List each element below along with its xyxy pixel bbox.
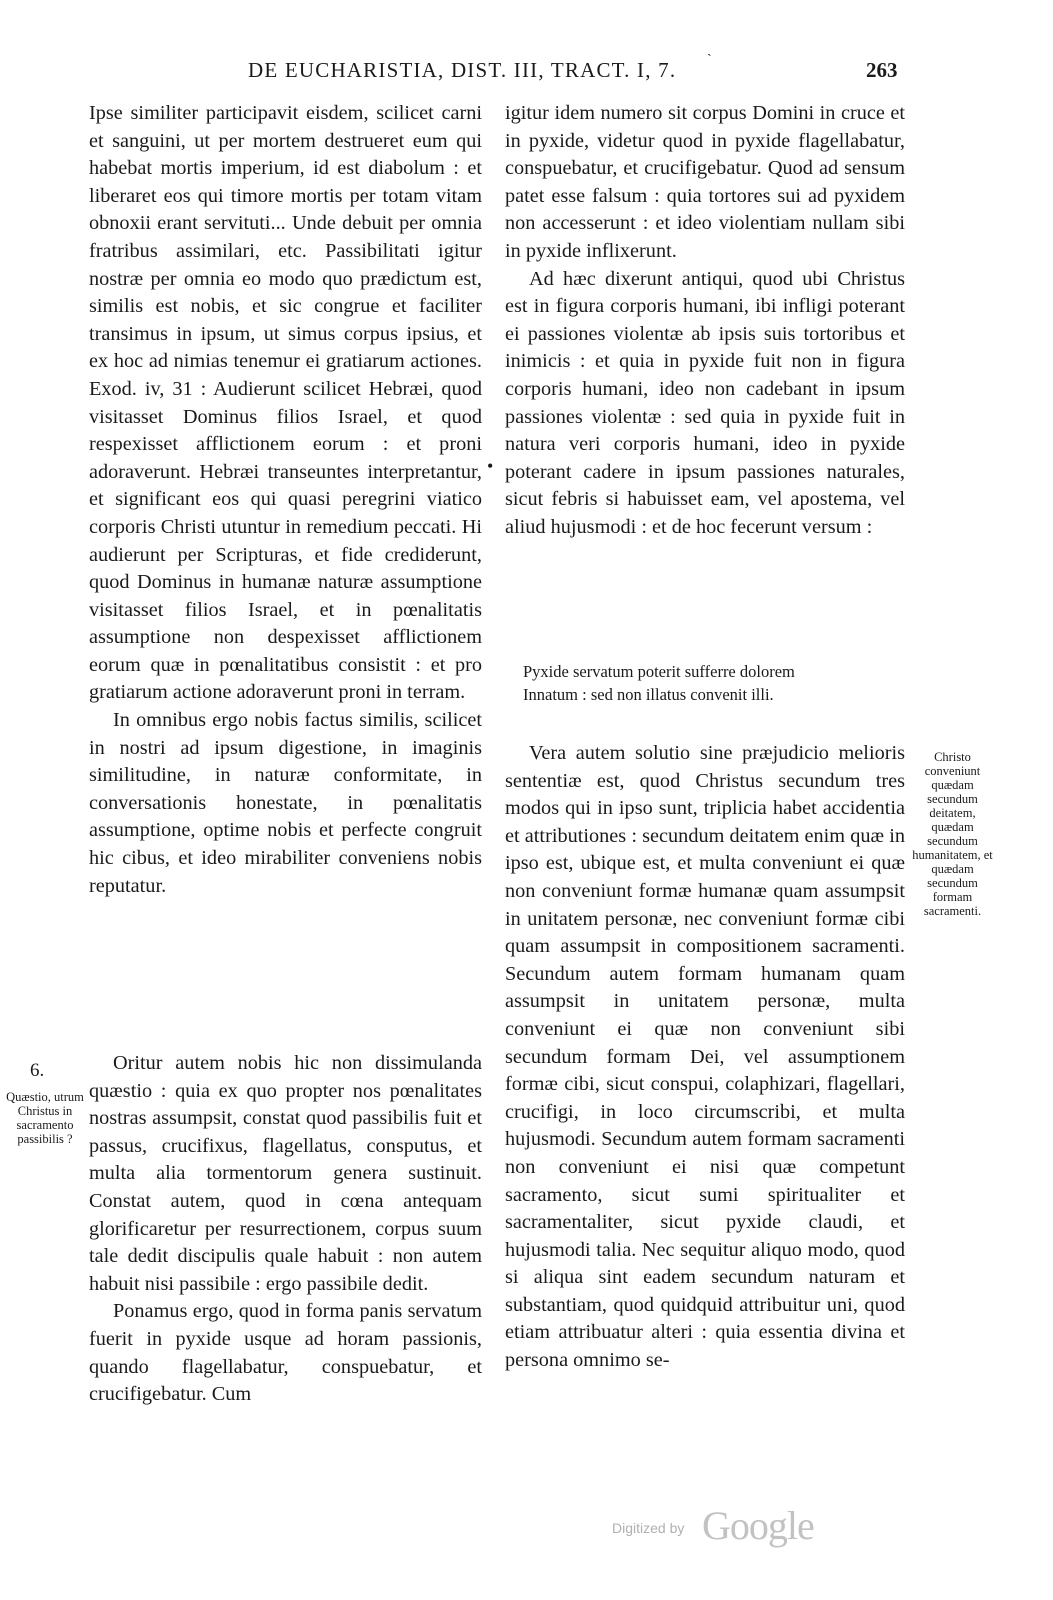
verse-line: Innatum : sed non illatus convenit illi. [523,685,774,704]
paragraph: In omnibus ergo nobis factus similis, scilicet in nostri ad ipsum digestione, in imaginis similitudine, in naturæ conformitate, in conversationis honestate, in pœnalitatis assumptione, optime nobis et perfecte congruit hic cibus, et ideo mirabiliter conveniens nobis reputatur. [89,709,482,897]
paragraph: Ad hæc dixerunt antiqui, quod ubi Christus est in figura corporis humani, ibi infligi poterant ei passiones violentæ ab ipsis suis tortoribus et inimicis : et quia in pyxide fuit non in figura corporis humani, ideo non cadebant in ipsum passiones violentæ : sed quia in pyxide fuit in natura veri corporis humani, ideo in pyxide poterant cadere in ipsum passiones naturales, sicut febris si habuisset eam, vel apostema, vel aliud hujusmodi : et de hoc fecerunt versum : [505,267,905,538]
verse-line: Pyxide servatum poterit sufferre dolorem [523,662,795,681]
right-column-bottom [505,740,905,1375]
margin-note-left: Quæstio, utrum Christus in sacramento passibilis ? [6,1090,84,1146]
left-column-top [89,100,482,900]
section-number: 6. [30,1060,45,1081]
digitized-label: Digitized by [612,1520,685,1536]
paragraph: Ponamus ergo, quod in forma panis servatum fuerit in pyxide usque ad horam passionis, quando flagellabatur, conspuebatur, et crucifigebatur. Cum [89,1300,482,1406]
google-logo: Google [702,1503,814,1548]
paragraph: igitur idem numero sit corpus Domini in cruce et in pyxide, videtur quod in pyxide flagellabatur, conspuebatur, et crucifigebatur. Quod ad sensum patet esse falsum : quia tortores sui ad pyxidem non accesserunt : et ideo violentiam nullam sibi in pyxide inflixerunt. [505,102,905,262]
print-mark: ˏ [707,42,712,57]
right-column-top [505,100,905,542]
page-header [0,58,1053,88]
paragraph: Ipse similiter participavit eisdem, scilicet carni et sanguini, ut per mortem destrueret eum qui habebat mortis imperium, id est diabolum : et liberaret eos qui timore mortis per totam vitam obnoxii erant servituti... Unde debuit per omnia fratribus assimilari, etc. Passibilitati igitur nostræ per omnia eo modo quo prædictum est, similis est nobis, et sic congrue et faciliter transimus in ipsum, ut simus corpus ipsius, et ex hoc ad nimias tenemur ei gratiarum actiones. Exod. iv, 31 : Audierunt scilicet Hebræi, quod visitasset Dominus filios Israel, et quod respexisset afflictionem eorum : et proni adoraverunt. Hebræi transeuntes interpretantur, et significant eos qui quasi peregrini viatico corporis Christi utuntur in remedium peccati. Hi audierunt per Scripturas, et fide crediderunt, quod Dominus in humanæ naturæ assumptione visitasset filios Israel, et in pœnalitatis assumptione non despexisset afflictionem eorum quæ in pœnalitatibus consistit : et pro gratiarum actione adoraverunt proni in terram. [89,102,482,704]
margin-note-right: Christo conveniunt quædam secundum deitatem, quædam secundum humanitatem, et quædam secundum formam sacramenti. [912,750,993,918]
verse-quote [523,660,903,706]
running-head: DE EUCHARISTIA, DIST. III, TRACT. I, 7. [248,58,677,82]
page-number: 263 [866,58,898,82]
paragraph: Oritur autem nobis hic non dissimulanda quæstio : quia ex quo propter nos pœnalitates nostras assumpsit, constat quod passibilis fuit et passus, crucifixus, flagellatus, consputus, et multa alia tormentorum genera sustinuit. Constat autem, quod in cœna antequam glorificaretur per resurrectionem, corpus suum tale dedit discipulis quale habuit : non autem habuit nisi passibile : ergo passibile dedit. [89,1052,482,1295]
print-mark: • [487,456,494,476]
paragraph: Vera autem solutio sine præjudicio melioris sententiæ est, quod Christus secundum tres modos qui in ipso sunt, triplicia habet accidentia et attributiones : secundum deitatem enim quæ in ipso est, ubique est, et multa conveniunt ei quæ non conveniunt formæ humanæ quam assumpsit in unitatem personæ, nec conveniunt formæ cibi quam assumpsit in compositionem sacramenti. Secundum autem formam humanam quam assumpsit in unitatem personæ, multa conveniunt ei quæ non conveniunt sibi secundum formam Dei, vel assumptionem formæ cibi, sicut conspui, colaphizari, flagellari, crucifigi, in loco circumscribi, et multa hujusmodi. Secundum autem formam sacramenti non conveniunt ei nisi quæ competunt sacramento, sicut sumi spiritualiter et sacramentaliter, sicut pyxide claudi, et hujusmodi talia. Nec sequitur aliquo modo, quod si aliqua sint eadem secundum naturam et substantiam, quod quidquid attribuitur uni, quod etiam attribuatur alteri : quia essentia divina et persona omnimo se- [505,742,905,1372]
left-column-bottom [89,1050,482,1409]
digitized-watermark [612,1502,832,1552]
